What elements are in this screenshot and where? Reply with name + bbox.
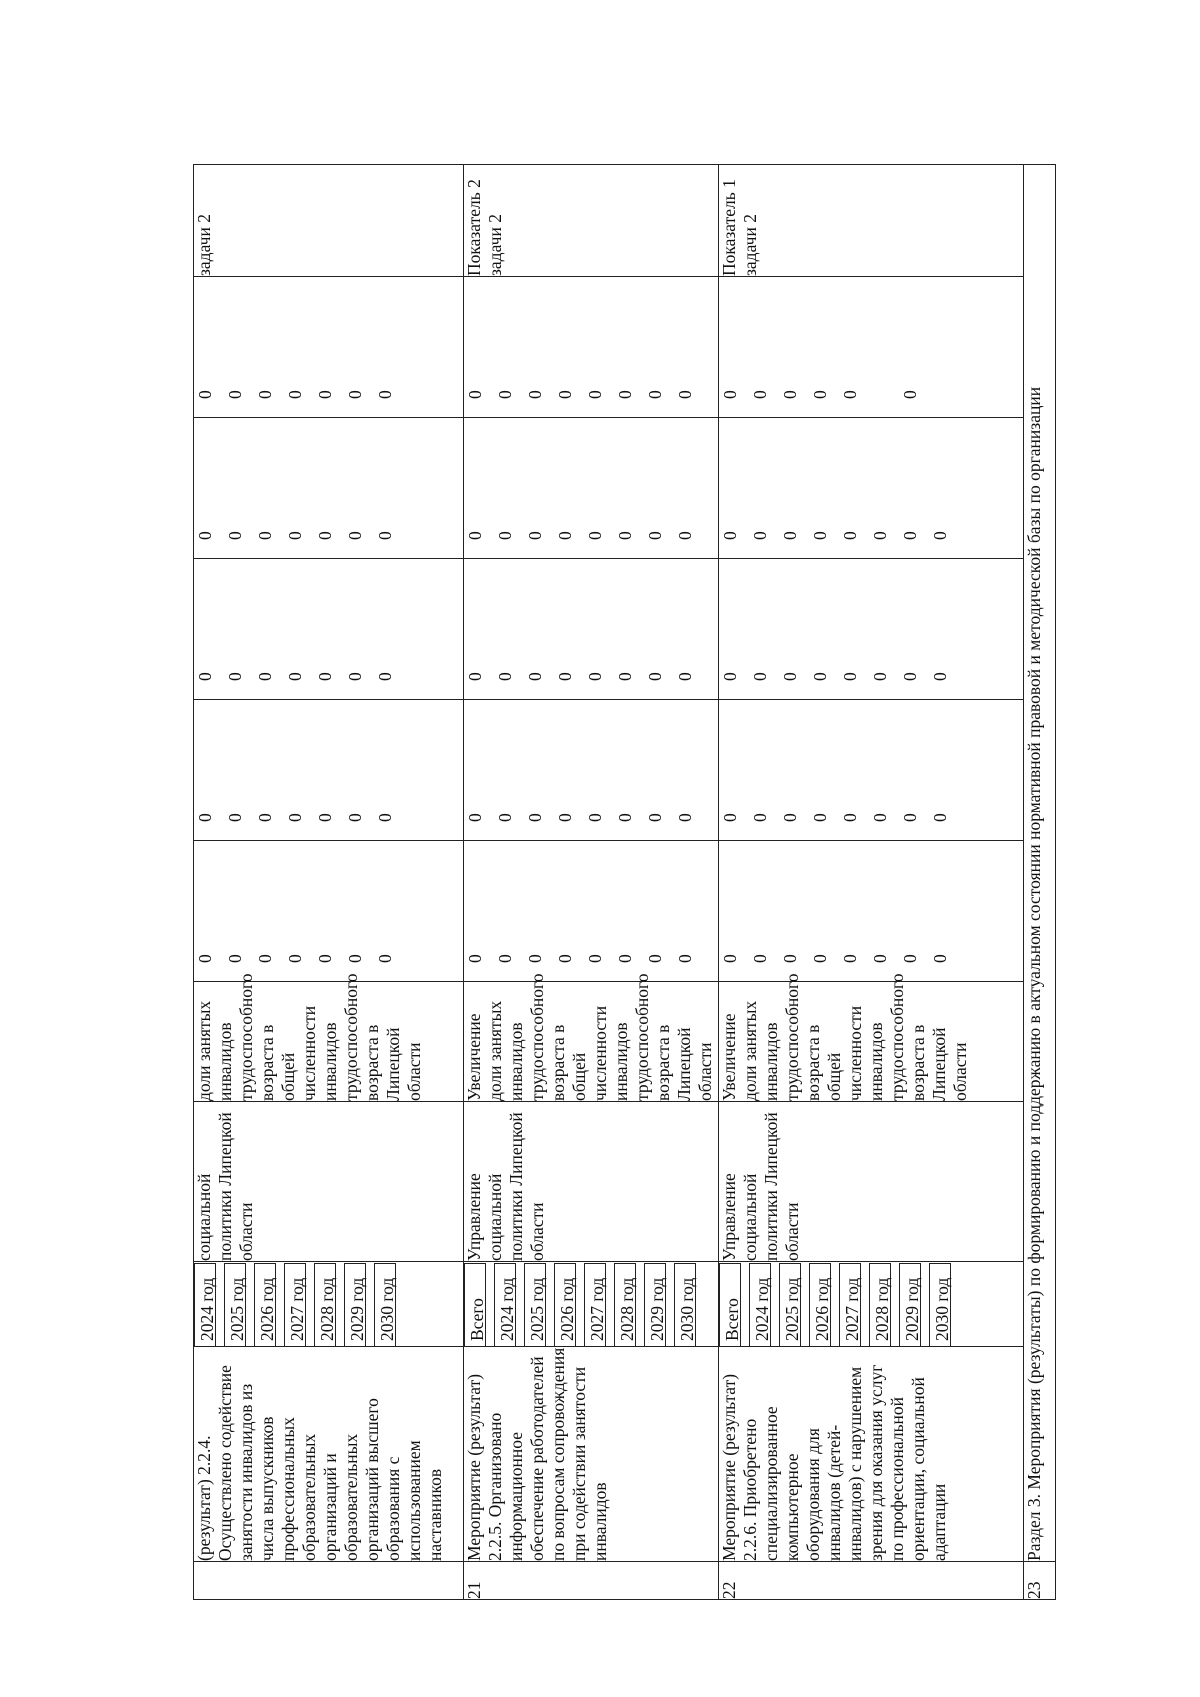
value: 0 — [720, 954, 740, 963]
value: 0 — [900, 813, 920, 822]
value: 0 — [930, 954, 950, 963]
value: 0 — [255, 954, 275, 963]
value: 0 — [375, 390, 395, 399]
measure-name: Мероприятие (результат) 2.2.5. Организовано информационное обеспечение работодателей по вопросам сопровождения при содействии занятости инвалидов — [464, 1347, 719, 1562]
value: 0 — [555, 954, 575, 963]
indicator: доли занятых инвалидов трудоспособного возраста в общей численности инвалидов трудоспособного возраста в Липецкой области — [194, 982, 464, 1102]
value: 0 — [555, 672, 575, 681]
value: 0 — [810, 531, 830, 540]
value: 0 — [615, 813, 635, 822]
value: 0 — [840, 531, 860, 540]
value: 0 — [675, 672, 695, 681]
value: 0 — [585, 531, 605, 540]
value: 0 — [645, 954, 665, 963]
measure-name: Мероприятие (результат) 2.2.6. Приобретено специализированное компьютерное оборудования для инвалидов (детей-инвалидов) с нарушением зрения для оказания услуг по профессиональной ориентации, социальной адаптации — [719, 1347, 1024, 1562]
year-label: 2030 год — [374, 1263, 396, 1347]
year-label: Всего — [719, 1263, 741, 1347]
value: 0 — [720, 531, 740, 540]
value: 0 — [930, 813, 950, 822]
value — [929, 277, 951, 417]
year-label: 2029 год — [344, 1263, 366, 1347]
year-label: 2028 год — [614, 1263, 636, 1347]
value: 0 — [615, 531, 635, 540]
table-row — [719, 165, 1024, 1600]
section-title: Раздел 3. Мероприятия (результаты) по формированию и поддержанию в актуальном состоянии нормативной правовой и методической базы по организации — [1024, 165, 1056, 1562]
value: 0 — [780, 531, 800, 540]
value: 0 — [750, 954, 770, 963]
value: 0 — [195, 954, 215, 963]
value-column — [719, 559, 1024, 700]
value-column — [194, 841, 464, 982]
value: 0 — [465, 531, 485, 540]
executor: социальной политики Липецкой области — [194, 1102, 464, 1262]
value: 0 — [225, 954, 245, 963]
measure-name: (результат) 2.2.4. Осуществлено содействие занятости инвалидов из числа выпускников профессиональных образовательных организаций и образовательных организаций высшего образования с использованием наставников — [194, 1347, 464, 1562]
value: 0 — [780, 813, 800, 822]
value: 0 — [750, 531, 770, 540]
value: 0 — [585, 672, 605, 681]
value: 0 — [870, 954, 890, 963]
value: 0 — [315, 813, 335, 822]
value: 0 — [345, 954, 365, 963]
year-label: 2030 год — [929, 1263, 951, 1347]
years-cell — [464, 1262, 719, 1347]
year-label: 2025 год — [779, 1263, 801, 1347]
value-column — [194, 418, 464, 559]
value-column — [464, 700, 719, 841]
value: 0 — [585, 390, 605, 399]
value: 0 — [675, 813, 695, 822]
value: 0 — [585, 954, 605, 963]
row-number: 21 — [464, 1562, 719, 1600]
value-column — [719, 700, 1024, 841]
value-column — [194, 700, 464, 841]
value: 0 — [930, 672, 950, 681]
year-label: 2027 год — [839, 1263, 861, 1347]
section-row — [1024, 165, 1056, 1600]
value: 0 — [750, 813, 770, 822]
value: 0 — [615, 954, 635, 963]
value: 0 — [615, 672, 635, 681]
value: 0 — [285, 954, 305, 963]
year-label: 2024 год — [194, 1263, 216, 1347]
value: 0 — [780, 954, 800, 963]
value: 0 — [900, 672, 920, 681]
value: 0 — [315, 672, 335, 681]
value: 0 — [840, 954, 860, 963]
value: 0 — [750, 672, 770, 681]
row-number — [194, 1562, 464, 1600]
value: 0 — [225, 672, 245, 681]
value: 0 — [465, 813, 485, 822]
value: 0 — [315, 954, 335, 963]
value-column — [464, 841, 719, 982]
rotated-page — [193, 179, 1058, 1600]
value-column — [194, 277, 464, 418]
value: 0 — [345, 813, 365, 822]
value-column — [719, 418, 1024, 559]
indicator: Увеличение доли занятых инвалидов трудоспособного возраста в общей численности инвалидов трудоспособного возраста в Липецкой области — [719, 982, 1024, 1102]
row-number: 22 — [719, 1562, 1024, 1600]
value: 0 — [810, 954, 830, 963]
value: 0 — [555, 813, 575, 822]
value: 0 — [495, 954, 515, 963]
value: 0 — [375, 531, 395, 540]
value: 0 — [285, 390, 305, 399]
value: 0 — [495, 390, 515, 399]
year-label: 2025 год — [224, 1263, 246, 1347]
year-label: 2027 год — [584, 1263, 606, 1347]
value: 0 — [315, 531, 335, 540]
value: 0 — [720, 813, 740, 822]
value: 0 — [225, 813, 245, 822]
value: 0 — [870, 531, 890, 540]
year-label: 2026 год — [809, 1263, 831, 1347]
value: 0 — [645, 813, 665, 822]
value: 0 — [195, 390, 215, 399]
year-label: Всего — [464, 1263, 486, 1347]
year-label: 2029 год — [899, 1263, 921, 1347]
value: 0 — [675, 531, 695, 540]
value — [869, 277, 891, 417]
value: 0 — [345, 672, 365, 681]
value: 0 — [645, 390, 665, 399]
value: 0 — [720, 390, 740, 399]
value: 0 — [375, 954, 395, 963]
value-column — [719, 841, 1024, 982]
year-label: 2024 год — [494, 1263, 516, 1347]
value: 0 — [645, 672, 665, 681]
year-label: 2029 год — [644, 1263, 666, 1347]
value: 0 — [525, 531, 545, 540]
value: 0 — [840, 813, 860, 822]
value: 0 — [810, 390, 830, 399]
value: 0 — [465, 672, 485, 681]
value: 0 — [345, 531, 365, 540]
year-label: 2027 год — [284, 1263, 306, 1347]
value: 0 — [585, 813, 605, 822]
year-label: 2026 год — [554, 1263, 576, 1347]
value: 0 — [375, 672, 395, 681]
value: 0 — [375, 813, 395, 822]
value: 0 — [840, 672, 860, 681]
year-label: 2030 год — [674, 1263, 696, 1347]
value: 0 — [780, 672, 800, 681]
value: 0 — [195, 531, 215, 540]
value: 0 — [285, 672, 305, 681]
value: 0 — [555, 390, 575, 399]
value: 0 — [840, 390, 860, 399]
value: 0 — [525, 672, 545, 681]
executor: Управление социальной политики Липецкой области — [464, 1102, 719, 1262]
value: 0 — [900, 531, 920, 540]
value: 0 — [900, 390, 920, 399]
value: 0 — [255, 390, 275, 399]
indicator-link: задачи 2 — [194, 165, 464, 277]
value: 0 — [720, 672, 740, 681]
value: 0 — [810, 813, 830, 822]
executor: Управление социальной политики Липецкой области — [719, 1102, 1024, 1262]
value: 0 — [285, 813, 305, 822]
indicator-link: Показатель 2 задачи 2 — [464, 165, 719, 277]
years-cell — [194, 1262, 464, 1347]
indicator-link: Показатель 1 задачи 2 — [719, 165, 1024, 277]
year-label: 2024 год — [749, 1263, 771, 1347]
year-label: 2025 год — [524, 1263, 546, 1347]
value: 0 — [525, 390, 545, 399]
indicator: Увеличение доли занятых инвалидов трудоспособного возраста в общей численности инвалидов трудоспособного возраста в Липецкой области — [464, 982, 719, 1102]
value: 0 — [465, 954, 485, 963]
years-cell — [719, 1262, 1024, 1347]
value: 0 — [750, 390, 770, 399]
table-row — [194, 165, 464, 1600]
value: 0 — [525, 813, 545, 822]
value: 0 — [870, 672, 890, 681]
value: 0 — [285, 531, 305, 540]
value: 0 — [675, 390, 695, 399]
value: 0 — [810, 672, 830, 681]
value: 0 — [495, 672, 515, 681]
row-number: 23 — [1024, 1562, 1056, 1600]
year-label: 2028 год — [314, 1263, 336, 1347]
value-column — [194, 559, 464, 700]
year-label: 2026 год — [254, 1263, 276, 1347]
value: 0 — [225, 390, 245, 399]
value-column — [719, 277, 1024, 418]
value: 0 — [615, 390, 635, 399]
value-column — [464, 277, 719, 418]
value: 0 — [345, 390, 365, 399]
value: 0 — [675, 954, 695, 963]
year-label: 2028 год — [869, 1263, 891, 1347]
value: 0 — [195, 813, 215, 822]
measures-table — [193, 164, 1056, 1600]
value-column — [464, 559, 719, 700]
value: 0 — [495, 531, 515, 540]
value: 0 — [525, 954, 545, 963]
value: 0 — [495, 813, 515, 822]
value: 0 — [225, 531, 245, 540]
value: 0 — [195, 672, 215, 681]
value: 0 — [255, 531, 275, 540]
value: 0 — [555, 531, 575, 540]
value: 0 — [870, 813, 890, 822]
value: 0 — [255, 813, 275, 822]
value: 0 — [900, 954, 920, 963]
value: 0 — [930, 531, 950, 540]
value: 0 — [780, 390, 800, 399]
value: 0 — [255, 672, 275, 681]
value: 0 — [465, 390, 485, 399]
value: 0 — [645, 531, 665, 540]
value-column — [464, 418, 719, 559]
value: 0 — [315, 390, 335, 399]
table-row — [464, 165, 719, 1600]
